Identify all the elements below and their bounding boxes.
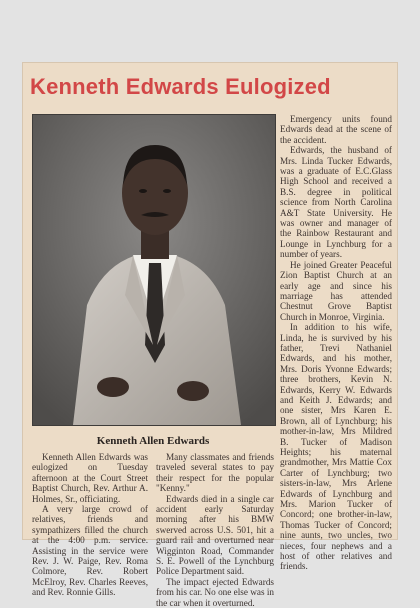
article-paragraph: The impact ejected Edwards from his car. No one else was in the car when it overturned. [156,576,274,608]
headline: Kenneth Edwards Eulogized [30,74,331,99]
article-paragraph: Edwards died in a single car accident early Saturday morning after his BMW swerved across U.S. 501, hit a guard rail and overturned near Wigginton Road, Commander S. E. Powell of the Lynchburg Police Department said. [156,493,274,577]
article-paragraph: Kenneth Allen Edwards was eulogized on Tuesday afternoon at the Court Street Baptist Church, Rev. Arthur A. Holmes, Sr., officiating. [32,452,148,504]
article-column-middle [156,452,274,608]
article-column-left [32,452,148,598]
portrait-photo [32,114,276,426]
article-paragraph: He joined Greater Peaceful Zion Baptist Church at an early age and since his marriage has attended Chestnut Grove Baptist Church in Monroe, Virginia. [280,259,392,322]
article-paragraph: Many classmates and friends traveled several states to pay their respect for the popular "Kenny." [156,452,274,494]
photo-caption: Kenneth Allen Edwards [96,435,210,447]
article-column-right [280,114,392,572]
article-paragraph: In addition to his wife, Linda, he is survived by his father, Trevi Nathaniel Edwards, and his mother, Mrs. Doris Yvonne Edwards; three brothers, Kevin N. Edwards, Kerry W. Edwards and Keith J. Edwards; and one sister, Mrs Karen E. Brown, all of Lynchburg; his mother-in-law, Mrs Mildred B. Tucker of Madison Heights; his maternal grandmother, Mrs Mattie Cox Carter of Lynchburg; two sisters-in-law, Mrs Arlene Edwards of Lynchburg and Mrs. Marion Tucker of Concord; one brother-in-law, Thomas Tucker of Concord; nine aunts, two uncles, two nieces, four nephews and a host of other relatives and friends. [280,322,392,572]
article-paragraph: Emergency units found Edwards dead at the scene of the accident. [280,114,392,145]
newspaper-clipping [22,62,398,608]
article-paragraph: Edwards, the husband of Mrs. Linda Tucker Edwards, was a graduate of E.C.Glass High School and received a B.S. degree in political science from North Carolina A&T State University. He was owner and manager of the Rainbow Restaurant and Lounge in Lynchburg for a number of years. [280,145,392,260]
article-paragraph: A very large crowd of relatives, friends and sympathizers filled the church at the 4:00 p.m. service. Assisting in the service were Rev. J. W. Paige, Rev. Roma Colmore, Rev. Robert McElroy, Rev. Charles Reeves, and Rev. Ronnie Gills. [32,504,148,598]
